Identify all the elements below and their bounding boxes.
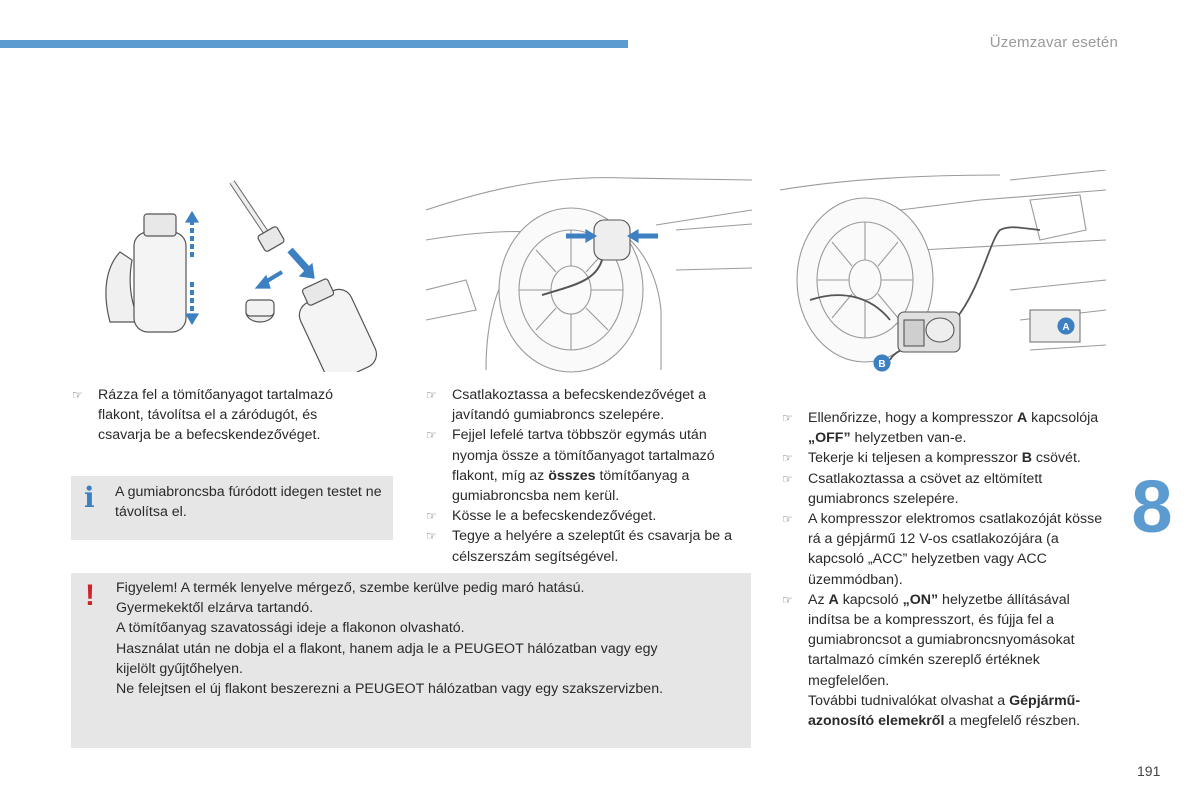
- warning-line: Gyermekektől elzárva tartandó.: [116, 600, 314, 617]
- warning-line: kijelölt gyűjtőhelyen.: [116, 660, 243, 677]
- col3-steps: [782, 408, 1112, 731]
- warning-text: [116, 578, 663, 699]
- pointer-icon: ☞: [426, 428, 437, 443]
- info-icon: i: [84, 481, 95, 514]
- label-b-icon: B: [878, 359, 886, 370]
- col3-step-4: ☞ A kompresszor elektromos csatlakozóját kösse rá a gépjármű 12 V-os csatlakozójára (a kapcsoló „ACC” helyzetben vagy ACC üzemmódban).: [782, 511, 1103, 588]
- warning-line: A tömítőanyag szavatossági ideje a flakonon olvasható.: [116, 620, 465, 637]
- info-box: [71, 476, 393, 540]
- col1-step-1: ☞ Rázza fel a tömítőanyagot tartalmazó flakont, távolítsa el a záródugót, és csavarja be a befecskendezővéget.: [72, 387, 334, 444]
- pointer-icon: ☞: [782, 411, 793, 425]
- col2-step-2: ☞ Fejjel lefelé tartva többször egymás után nyomja össze a tömítőanyagot tartalmazó flakont, míg az összes tömítőanyag a gumiabroncsba nem kerül.: [426, 427, 715, 505]
- pointer-icon: ☞: [782, 592, 793, 607]
- pointer-icon: ☞: [426, 529, 437, 544]
- warning-line: Ne felejtsen el új flakont beszerezni a PEUGEOT hálózatban vagy egy szakszervizben.: [116, 681, 664, 698]
- col1-steps: [72, 385, 372, 446]
- pointer-icon: ☞: [426, 388, 437, 402]
- warning-line: Figyelem! A termék lenyelve mérgező, szembe kerülve pedig maró hatású.: [116, 580, 585, 596]
- col2-step-4: ☞ Tegye a helyére a szeleptűt és csavarja be a célszerszám segítségével.: [426, 528, 732, 565]
- section-title: Üzemzavar esetén: [989, 34, 1118, 51]
- pointer-icon: ☞: [426, 509, 437, 524]
- pointer-icon: ☞: [782, 471, 793, 486]
- illustration-compressor: [780, 170, 1106, 373]
- col2-steps: [426, 385, 750, 567]
- col2-step-1: ☞ Csatlakoztassa a befecskendezővéget a javítandó gumiabroncs szelepére.: [426, 387, 706, 424]
- col3-step-2: ☞ Tekerje ki teljesen a kompresszor B csövét.: [782, 448, 1112, 468]
- col3-step-1: ☞ Ellenőrizze, hogy a kompresszor A kapcsolója „OFF” helyzetben van-e.: [782, 410, 1099, 447]
- info-text: A gumiabroncsba fúródott idegen testet ne távolítsa el.: [115, 484, 382, 521]
- col3-step-5: ☞ Az A kapcsoló „ON” helyzetbe állításával indítsa be a kompresszort, és fújja fel a gumiabroncsot a gumiabroncsnyomásokat tartalmazó címkén szereplő értéknek megfelelően.: [782, 591, 1075, 689]
- warning-box: [71, 573, 751, 748]
- label-a-icon: A: [1062, 322, 1070, 333]
- header-accent-bar: [0, 40, 628, 48]
- pointer-icon: ☞: [72, 388, 83, 402]
- illustration-sealant-bottle: [92, 172, 392, 372]
- col3-step-3: ☞ Csatlakoztassa a csövet az eltömített gumiabroncs szelepére.: [782, 470, 1043, 507]
- chapter-number: 8: [1131, 465, 1173, 548]
- page-number: 191: [1137, 763, 1161, 779]
- col2-step-3: ☞ Kösse le a befecskendezővéget.: [426, 506, 750, 526]
- col3-note: További tudnivalókat olvashat a Gépjármű-azonosító elemekről a megfelelő részben.: [808, 692, 1081, 730]
- pointer-icon: ☞: [782, 512, 793, 527]
- pointer-icon: ☞: [782, 451, 793, 466]
- illustration-nozzle-on-valve: [426, 170, 752, 373]
- warning-line: Használat után ne dobja el a flakont, hanem adja le a PEUGEOT hálózatban vagy egy: [116, 640, 658, 657]
- warning-icon: !: [85, 579, 95, 612]
